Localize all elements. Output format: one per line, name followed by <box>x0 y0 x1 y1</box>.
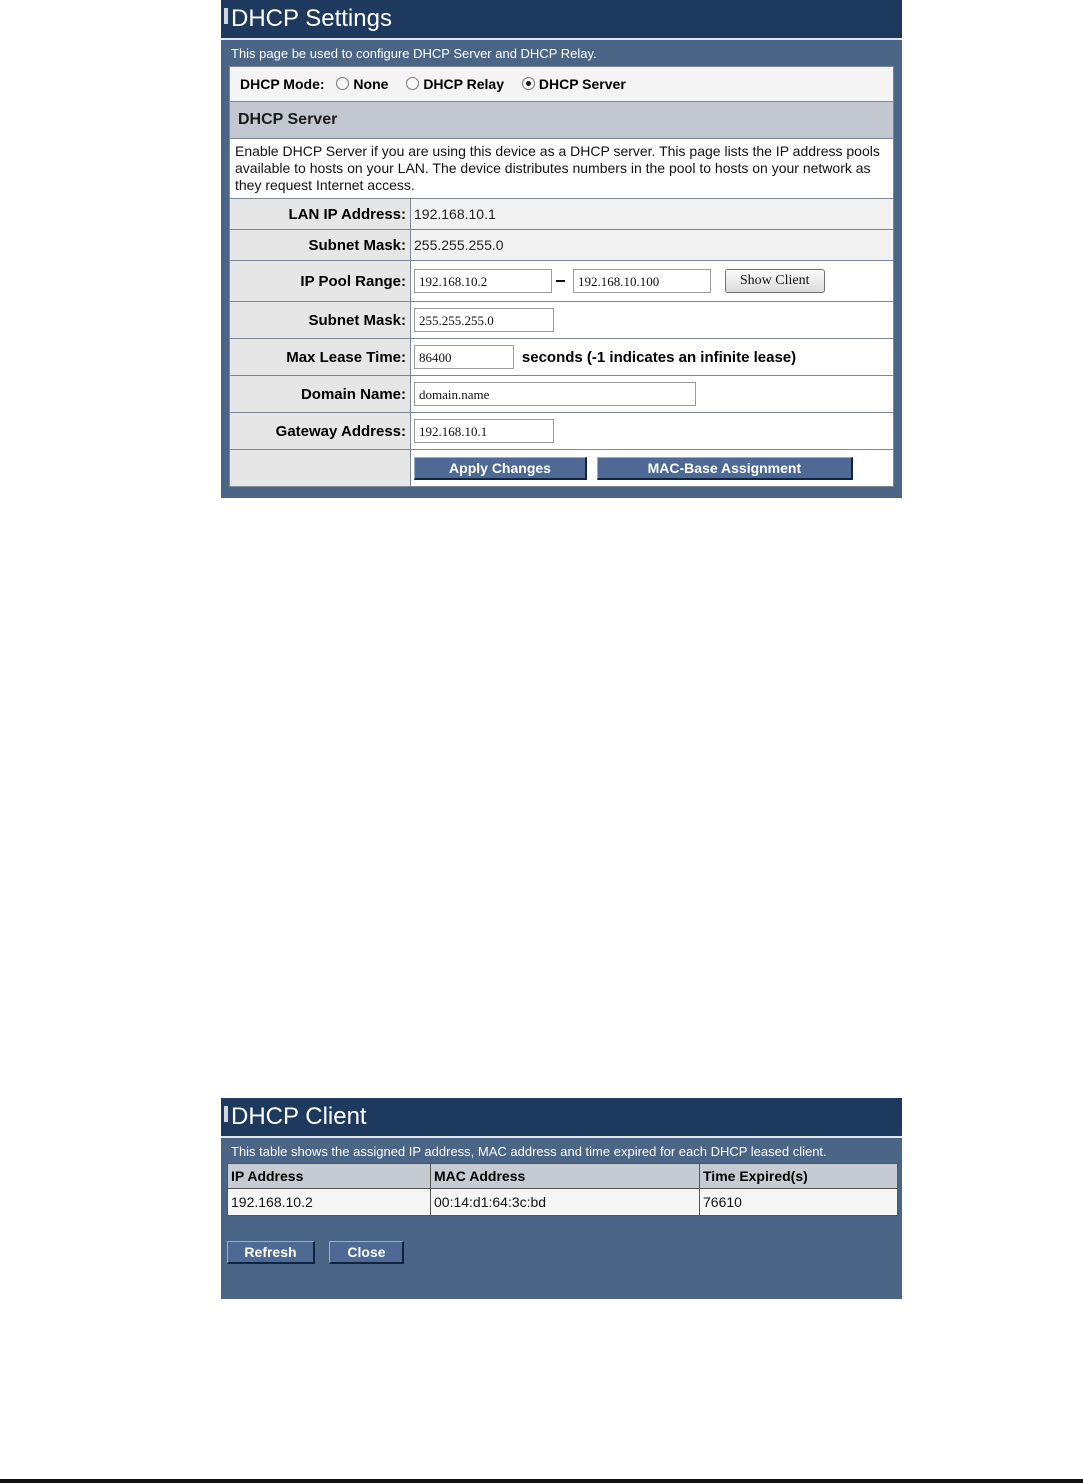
radio-dhcp-server-label[interactable]: DHCP Server <box>538 75 626 92</box>
close-button[interactable]: Close <box>329 1241 404 1264</box>
subnet-cell <box>411 302 894 339</box>
mac-base-assignment-button[interactable]: MAC-Base Assignment <box>597 457 853 480</box>
title-marker <box>224 8 228 24</box>
pool-row <box>230 261 894 302</box>
lease-label: Max Lease Time: <box>230 339 411 376</box>
subnet-readonly-row <box>230 230 894 261</box>
show-client-button[interactable]: Show Client <box>725 269 825 293</box>
intro-text: Enable DHCP Server if you are using this device as a DHCP server. This page lists the IP address pools available to hosts on your LAN. The device distributes numbers in the pool to hosts on your network as they request Internet access. <box>230 139 894 199</box>
cell-mac-address: 00:14:d1:64:3c:bd <box>431 1189 700 1216</box>
lease-unit: seconds (-1 indicates an infinite lease) <box>521 348 797 366</box>
col-time-expired: Time Expired(s) <box>700 1164 898 1189</box>
radio-none[interactable] <box>336 77 349 90</box>
buttons-cell <box>411 450 894 487</box>
settings-form <box>229 66 894 487</box>
radio-dhcp-relay[interactable] <box>406 77 419 90</box>
lan-ip-row <box>230 199 894 230</box>
range-dash <box>556 280 565 282</box>
settings-title-bar <box>221 0 902 40</box>
dhcp-client-panel <box>221 1098 902 1299</box>
pool-label: IP Pool Range: <box>230 261 411 302</box>
domain-input[interactable]: domain.name <box>414 382 696 406</box>
lease-row <box>230 339 894 376</box>
client-buttons <box>221 1216 902 1264</box>
client-title-bar <box>221 1098 902 1138</box>
mode-row <box>230 67 894 102</box>
subnet-readonly-value: 255.255.255.0 <box>411 230 894 261</box>
pool-end-input[interactable]: 192.168.10.100 <box>573 269 711 293</box>
subnet-label: Subnet Mask: <box>230 302 411 339</box>
settings-title: DHCP Settings <box>231 5 392 32</box>
radio-none-label[interactable]: None <box>353 75 389 92</box>
section-row <box>230 102 894 139</box>
client-table-header <box>228 1164 898 1189</box>
title-marker <box>224 1106 228 1122</box>
mode-label: DHCP Mode: <box>240 75 325 92</box>
section-title: DHCP Server <box>230 102 894 139</box>
lease-cell <box>411 339 894 376</box>
buttons-row <box>230 450 894 487</box>
lease-input[interactable]: 86400 <box>414 345 514 369</box>
radio-dhcp-relay-label[interactable]: DHCP Relay <box>423 75 504 92</box>
radio-dhcp-server[interactable] <box>522 77 535 90</box>
client-title: DHCP Client <box>231 1103 367 1130</box>
table-row <box>228 1189 898 1216</box>
intro-row <box>230 139 894 199</box>
cell-ip-address: 192.168.10.2 <box>228 1189 431 1216</box>
client-table <box>227 1163 898 1216</box>
pool-cell <box>411 261 894 302</box>
gateway-input[interactable]: 192.168.10.1 <box>414 419 554 443</box>
domain-row <box>230 376 894 413</box>
page-bottom-rule <box>0 1479 1083 1483</box>
cell-time-expired: 76610 <box>700 1189 898 1216</box>
settings-description: This page be used to configure DHCP Server and DHCP Relay. <box>231 46 597 61</box>
refresh-button[interactable]: Refresh <box>227 1241 315 1264</box>
gateway-row <box>230 413 894 450</box>
dhcp-settings-panel <box>221 0 902 498</box>
subnet-input[interactable]: 255.255.255.0 <box>414 308 554 332</box>
pool-start-input[interactable]: 192.168.10.2 <box>414 269 552 293</box>
mode-cell <box>230 67 894 102</box>
gateway-cell <box>411 413 894 450</box>
gateway-label: Gateway Address: <box>230 413 411 450</box>
subnet-readonly-label: Subnet Mask: <box>230 230 411 261</box>
col-ip-address: IP Address <box>228 1164 431 1189</box>
subnet-row <box>230 302 894 339</box>
lan-ip-label: LAN IP Address: <box>230 199 411 230</box>
col-mac-address: MAC Address <box>431 1164 700 1189</box>
domain-label: Domain Name: <box>230 376 411 413</box>
apply-changes-button[interactable]: Apply Changes <box>414 457 587 480</box>
buttons-label-cell <box>230 450 411 487</box>
lan-ip-value: 192.168.10.1 <box>411 199 894 230</box>
client-description: This table shows the assigned IP address, MAC address and time expired for each DHCP leased client. <box>231 1144 827 1159</box>
domain-cell <box>411 376 894 413</box>
